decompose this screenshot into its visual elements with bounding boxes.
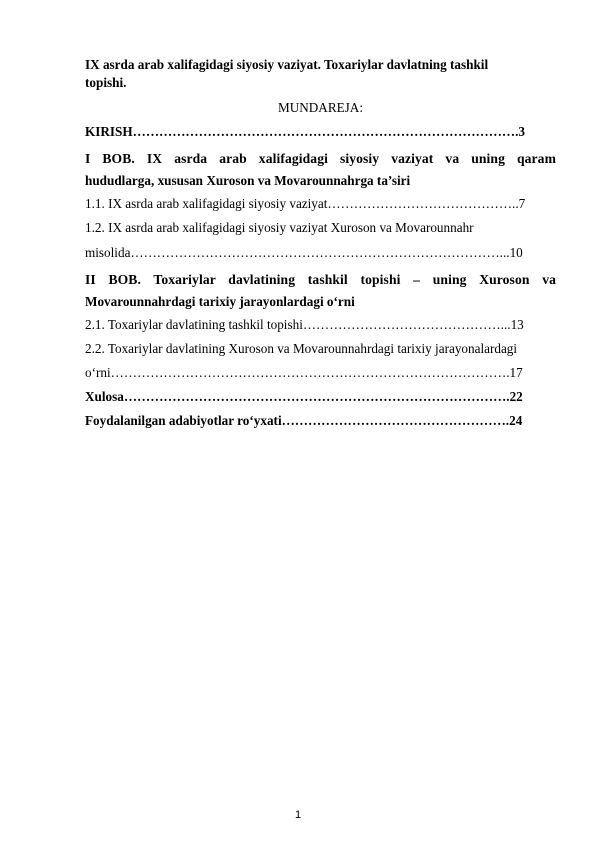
toc-entry-conclusion: Xulosa…………………………………………………………………………….22 bbox=[85, 389, 523, 404]
toc-chapter-1-line-2: hududlarga, xususan Xuroson va Movarounnahrga ta’siri bbox=[85, 173, 411, 188]
page-number: 1 bbox=[294, 809, 302, 821]
toc-section-1-1: 1.1. IX asrda arab xalifagidagi siyosiy vaziyat……………………………………..7 bbox=[85, 196, 526, 211]
toc-chapter-1-line-1: I BOB. IX asrda arab xalifagidagi siyosiy vaziyat va uning qaram bbox=[85, 151, 556, 166]
toc-entry-intro: KIRISH…………………………………………………………………………….3 bbox=[85, 124, 525, 139]
toc-section-2-1: 2.1. Toxariylar davlatining tashkil topishi………………………………………...13 bbox=[85, 317, 524, 332]
toc-chapter-2-line-1: II BOB. Toxariylar davlatining tashkil topishi – uning Xuroson va bbox=[85, 272, 556, 287]
toc-section-2-2-line-1: 2.2. Toxariylar davlatining Xuroson va Movarounnahrdagi tarixiy jarayonalardagi bbox=[85, 341, 518, 356]
contents-heading: MUNDAREJA: bbox=[278, 100, 363, 115]
document-title-line-1: IX asrda arab xalifagidagi siyosiy vaziyat. Toxariylar davlatning tashkil bbox=[85, 57, 489, 72]
toc-section-1-2-line-2: misolida…………………………………………………………………………...10 bbox=[85, 245, 523, 260]
toc-section-1-2-line-1: 1.2. IX asrda arab xalifagidagi siyosiy vaziyat Xuroson va Movarounnahr bbox=[85, 220, 474, 235]
document-title-line-2: topishi. bbox=[85, 75, 127, 90]
toc-entry-references: Foydalanilgan adabiyotlar ro‘yxati…………………………………………….24 bbox=[85, 413, 523, 428]
toc-section-2-2-line-2: o‘rni……………………………………………………………………………….17 bbox=[85, 365, 523, 380]
toc-chapter-2-line-2: Movarounnahrdagi tarixiy jarayonlardagi o‘rni bbox=[85, 294, 355, 309]
